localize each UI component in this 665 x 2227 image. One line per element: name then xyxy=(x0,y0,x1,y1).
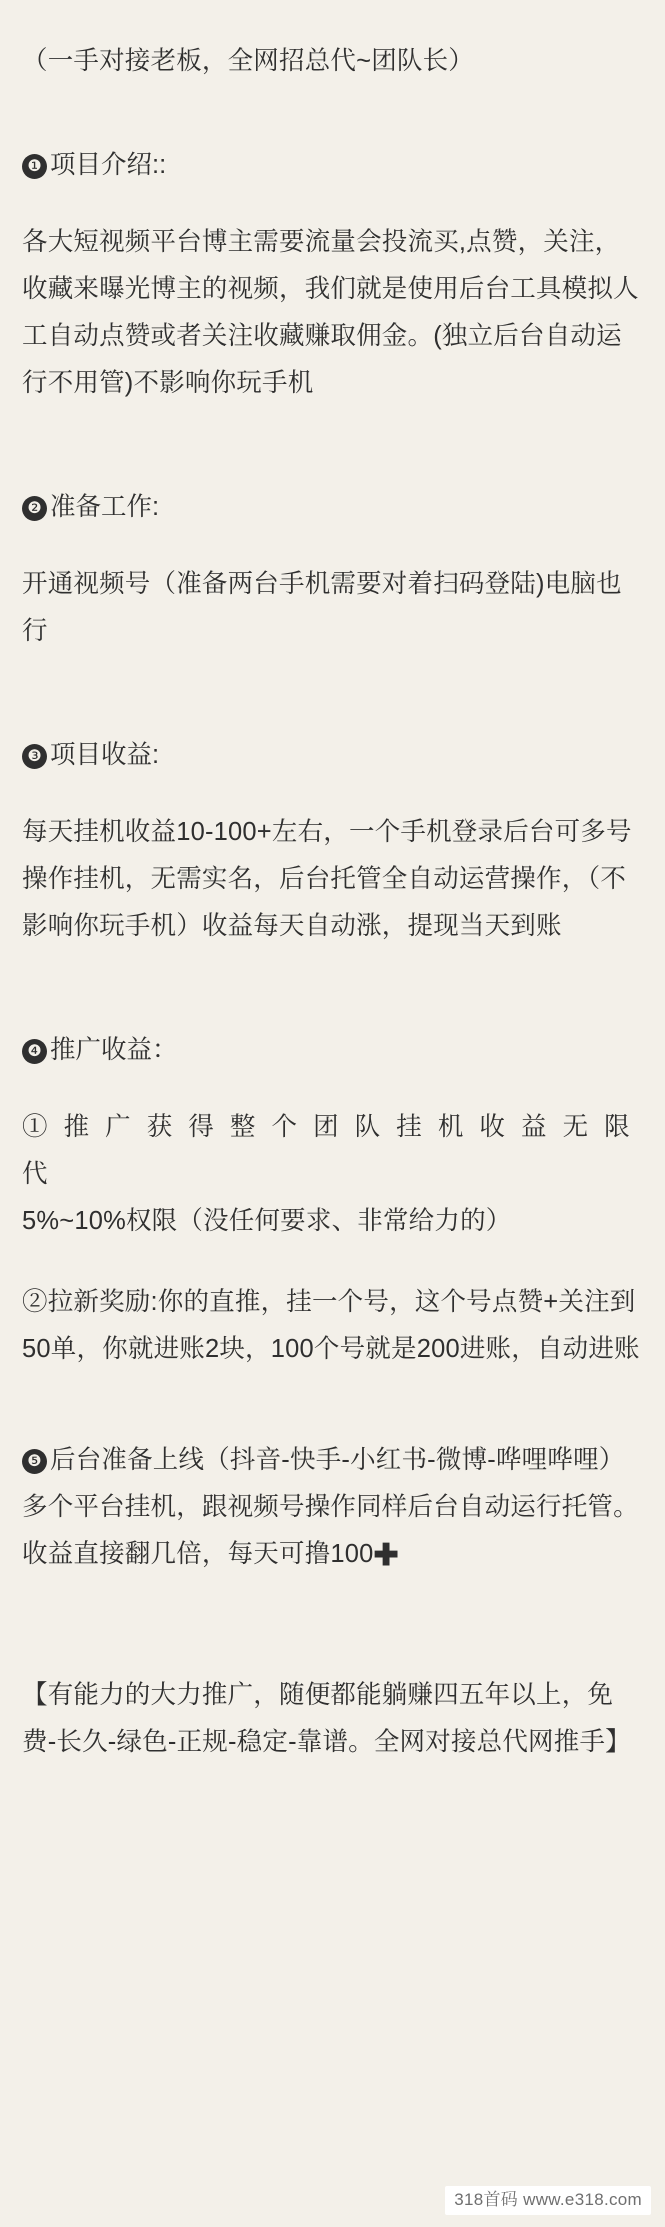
section-heading xyxy=(22,1437,643,1578)
section-number-badge: ❷ xyxy=(22,496,47,521)
spacer xyxy=(22,451,643,485)
spacer xyxy=(22,699,643,733)
section-heading xyxy=(22,733,643,777)
section-number-badge: ❸ xyxy=(22,744,47,769)
spacer xyxy=(22,1245,643,1279)
section-upcoming-platforms xyxy=(22,1437,643,1578)
section-number-badge: ❶ xyxy=(22,154,47,179)
section-project-intro xyxy=(22,143,643,407)
spacer xyxy=(22,1403,643,1437)
section-paragraph-line1: ① 推 广 获 得 整 个 团 队 挂 机 收 益 无 限 代 xyxy=(22,1113,635,1188)
footer-paragraph: 【有能力的大力推广，随便都能躺赚四五年以上，免费-长久-绿色-正规-稳定-靠谱。全网对接总代网推手】 xyxy=(22,1681,631,1756)
section-title-text: 项目介绍:: xyxy=(50,151,167,179)
section-paragraph-referral: ②拉新奖励:你的直推，挂一个号，这个号点赞+关注到50单，你就进账2块，100个号就是200进账，自动进账 xyxy=(22,1288,640,1363)
spacer xyxy=(22,1622,643,1672)
spacer xyxy=(22,543,643,561)
section-preparation xyxy=(22,485,643,655)
header-line: （一手对接老板，全网招总代~团队长） xyxy=(22,47,474,75)
section-number-badge: ❹ xyxy=(22,1039,47,1064)
section-heading xyxy=(22,485,643,529)
section-paragraph: 每天挂机收益10-100+左右，一个手机登录后台可多号操作挂机，无需实名，后台托管全自动运营操作，（不影响你玩手机）收益每天自动涨，提现当天到账 xyxy=(22,818,632,940)
section-paragraph: 各大短视频平台博主需要流量会投流买,点赞，关注，收藏来曝光博主的视频，我们就是使用后台工具模拟人工自动点赞或者关注收藏赚取佣金。(独立后台自动运行不用管)不影响你玩手机 xyxy=(22,228,639,397)
section-paragraph: 开通视频号（准备两台手机需要对着扫码登陆)电脑也行 xyxy=(22,570,622,645)
section-number-badge: ❺ xyxy=(22,1449,47,1474)
section-title-text: 推广收益： xyxy=(50,1036,178,1064)
section-project-income xyxy=(22,733,643,950)
section-title-text: 准备工作: xyxy=(50,493,160,521)
spacer xyxy=(22,1086,643,1104)
watermark: 318首码 www.e318.com xyxy=(445,2186,651,2215)
section-promotion-income xyxy=(22,1028,643,1373)
section-heading xyxy=(22,1028,643,1072)
plus-icon: ✚ xyxy=(373,1539,399,1572)
spacer xyxy=(22,994,643,1028)
spacer xyxy=(22,791,643,809)
section-paragraph-line2: 5%~10%权限（没任何要求、非常给力的） xyxy=(22,1207,512,1235)
section-title-text: 项目收益: xyxy=(50,741,160,769)
section-title-text: 后台准备上线（抖音-快手-小红书-微博-哗哩哗哩）多个平台挂机，跟视频号操作同样后台自动运行托管。收益直接翻几倍，每天可撸100 xyxy=(22,1446,639,1568)
spacer xyxy=(22,201,643,219)
section-heading xyxy=(22,143,643,187)
